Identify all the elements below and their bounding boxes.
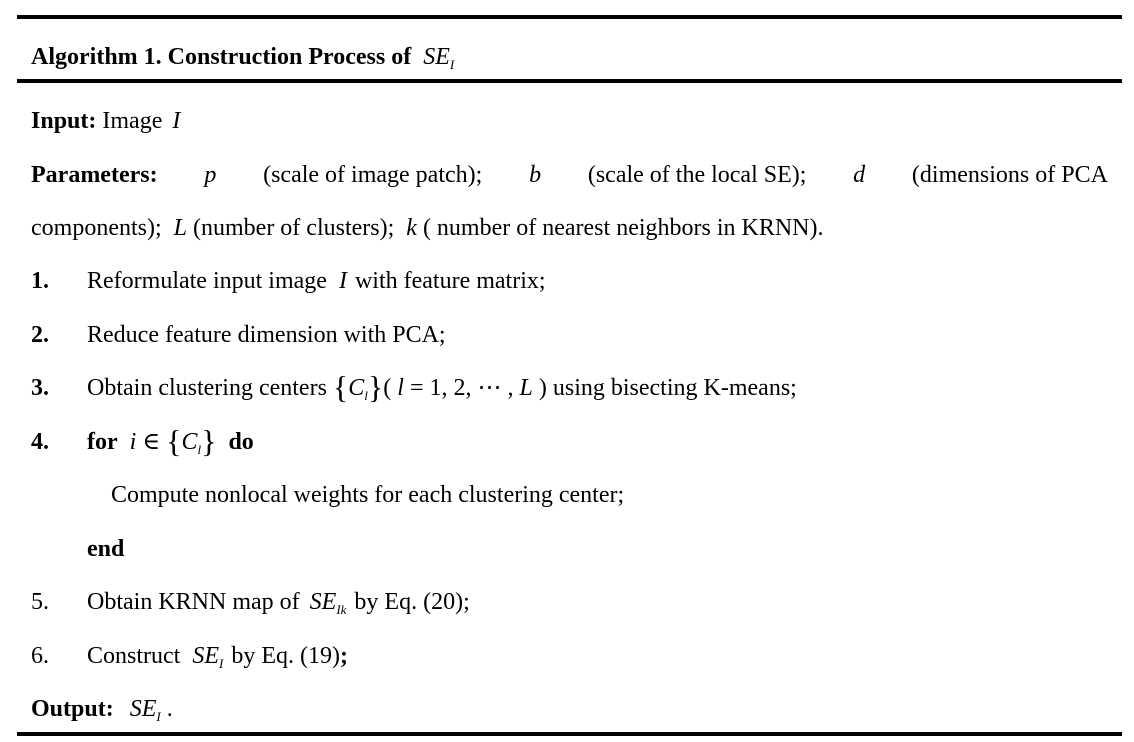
header-rule bbox=[17, 79, 1122, 83]
parameters-label: Parameters: bbox=[31, 162, 158, 188]
output-line bbox=[31, 694, 1108, 724]
step-3-number: 3. bbox=[31, 375, 49, 401]
output-period: . bbox=[160, 696, 173, 722]
step-4-end-keyword: end bbox=[87, 536, 125, 562]
step-1-text-end: with feature matrix; bbox=[354, 268, 546, 294]
step-4 bbox=[31, 423, 1108, 459]
bottom-rule bbox=[17, 732, 1122, 736]
parameters-line-2 bbox=[31, 213, 1108, 243]
param-p-desc: (scale of image patch); bbox=[263, 162, 483, 188]
step-2 bbox=[31, 320, 1108, 350]
step-1-symbol: I bbox=[338, 268, 347, 294]
input-text: Image bbox=[102, 108, 163, 134]
step-5 bbox=[31, 587, 1108, 617]
param-k: k bbox=[406, 215, 417, 241]
step-6-symbol: $SE_I$ bbox=[192, 643, 224, 671]
step-5-text: Obtain KRNN map of bbox=[87, 589, 300, 615]
step-3-range: ( l = 1, 2, ⋯ , L ) bbox=[383, 375, 547, 401]
param-L: L bbox=[173, 215, 187, 241]
param-d: d bbox=[853, 162, 866, 188]
step-1-text: Reformulate input image bbox=[87, 268, 327, 294]
step-3 bbox=[31, 369, 1108, 405]
param-b: b bbox=[529, 162, 542, 188]
step-5-symbol: $SE_{Ik}$ bbox=[309, 589, 347, 617]
step-2-text: Reduce feature dimension with PCA; bbox=[87, 322, 446, 348]
output-symbol: $SE_I$ bbox=[129, 696, 161, 724]
top-rule bbox=[17, 15, 1122, 19]
step-5-number: 5. bbox=[31, 589, 49, 615]
step-6-semicolon: ; bbox=[340, 643, 348, 669]
step-5-text-end: by Eq. (20); bbox=[354, 589, 470, 615]
step-3-text: Obtain clustering centers bbox=[87, 375, 327, 401]
param-k-desc: ( number of nearest neighbors in KRNN). bbox=[422, 215, 824, 241]
step-4-do-keyword: do bbox=[228, 429, 254, 455]
step-3-set: $\{C_l\}$ bbox=[332, 369, 384, 405]
step-6-number: 6. bbox=[31, 643, 49, 669]
step-1 bbox=[31, 266, 1108, 296]
step-6 bbox=[31, 641, 1108, 671]
step-1-number: 1. bbox=[31, 268, 49, 294]
step-6-text-end: by Eq. (19) bbox=[231, 643, 340, 669]
param-L-desc: (number of clusters); bbox=[193, 215, 395, 241]
step-4-number: 4. bbox=[31, 429, 49, 455]
param-components: components); bbox=[31, 215, 162, 241]
step-4-in-symbol: ∈ bbox=[142, 429, 161, 455]
algorithm-title bbox=[31, 42, 1108, 72]
step-4-for-keyword: for bbox=[87, 429, 118, 455]
step-6-text: Construct bbox=[87, 643, 181, 669]
param-b-desc: (scale of the local SE); bbox=[587, 162, 807, 188]
input-label: Input: bbox=[31, 108, 97, 134]
algorithm-title-label: Algorithm 1. Construction Process of bbox=[31, 44, 412, 70]
parameters-line bbox=[31, 160, 1108, 190]
algorithm-title-symbol: $SE_I$ bbox=[423, 44, 455, 72]
step-4-var: i bbox=[129, 429, 137, 455]
step-3-text-end: using bisecting K-means; bbox=[552, 375, 797, 401]
step-2-number: 2. bbox=[31, 322, 49, 348]
step-4-set: $\{C_l\}$ bbox=[166, 423, 217, 459]
param-p: p bbox=[204, 162, 217, 188]
step-4-body: Compute nonlocal weights for each clustering center; bbox=[111, 482, 625, 508]
input-symbol: I bbox=[172, 108, 181, 134]
input-line bbox=[31, 106, 1108, 136]
output-label: Output: bbox=[31, 696, 114, 722]
param-d-desc: (dimensions of PCA bbox=[911, 162, 1108, 188]
